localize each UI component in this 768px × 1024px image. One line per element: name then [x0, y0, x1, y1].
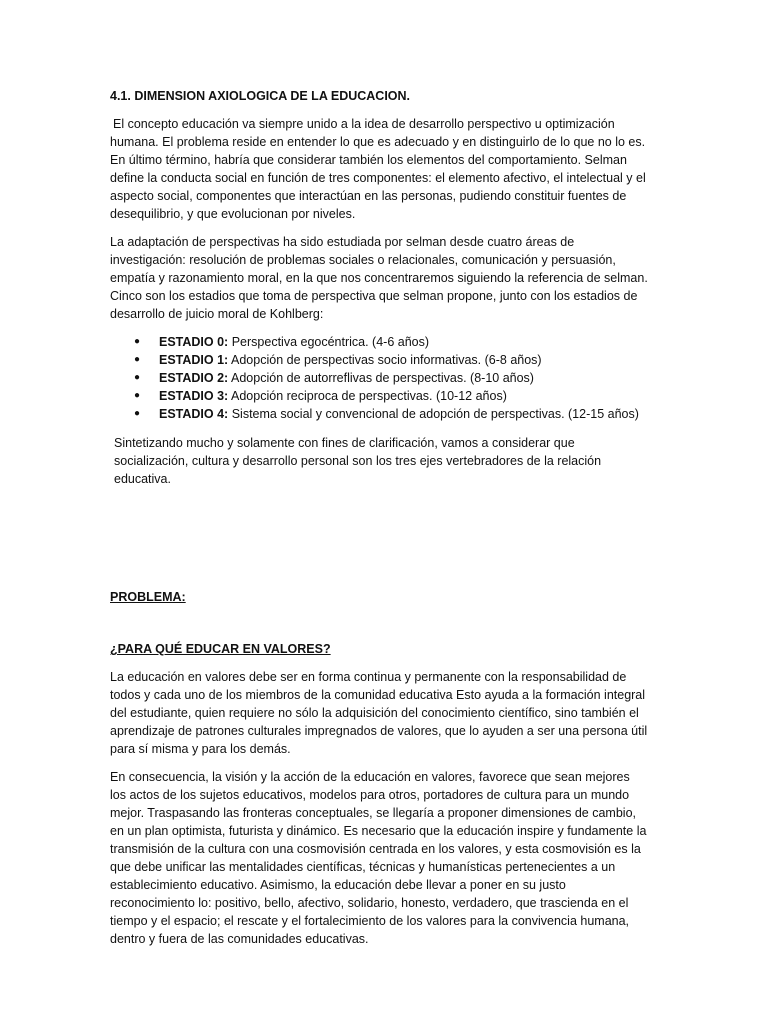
- stage-label: ESTADIO 4:: [159, 407, 229, 421]
- stage-text: Sistema social y convencional de adopción de perspectivas. (12-15 años): [228, 407, 639, 421]
- bullet-icon: ●: [134, 336, 141, 347]
- section-paragraph-3: Sintetizando mucho y solamente con fines de clarificación, vamos a considerar que socialización, cultura y desarrollo personal son los tres ejes vertebradores de la relación educativa.: [114, 436, 602, 486]
- list-item: [134, 351, 648, 369]
- problem-paragraph-1: La educación en valores debe ser en forma continua y permanente con la responsabilidad de todos y cada uno de los miembros de la comunidad educativa Esto ayuda a la formación integral del estudiante, quien requiere no sólo la adquisición del conocimiento científico, sino también el aprendizaje de patrones culturales impregnados de valores, que lo ayuden a ser una persona útil para sí misma y para los demás.: [110, 670, 648, 756]
- list-item: [134, 387, 648, 405]
- section-paragraph-2: La adaptación de perspectivas ha sido estudiada por selman desde cuatro áreas de investigación: resolución de problemas sociales o relacionales, comunicación y persuasión, empatía y razonamiento moral, en la que nos concentraremos siguiendo la referencia de selman. Cinco son los estadios que toma de perspectiva que selman propone, junto con los estadios de desarrollo de juicio moral de Kohlberg:: [110, 235, 648, 321]
- stage-text: Adopción reciproca de perspectivas. (10-12 años): [228, 389, 507, 403]
- list-item: [134, 369, 648, 387]
- vertical-spacer: [110, 498, 648, 588]
- stage-text: Perspectiva egocéntrica. (4-6 años): [228, 335, 430, 349]
- stages-list: [110, 333, 648, 423]
- bullet-icon: ●: [134, 354, 141, 365]
- question-heading: ¿PARA QUÉ EDUCAR EN VALORES?: [110, 642, 331, 656]
- problem-heading: PROBLEMA:: [110, 590, 186, 604]
- stage-label: ESTADIO 1:: [159, 353, 229, 367]
- stage-text: Adopción de autorreflivas de perspectivas. (8-10 años): [228, 371, 534, 385]
- list-item: [134, 333, 648, 351]
- section-paragraph-1: El concepto educación va siempre unido a la idea de desarrollo perspectivo u optimización humana. El problema reside en entender lo que es adecuado y en distinguirlo de lo que no lo es. En último término, habría que considerar también los elementos del comportamiento. Selman define la conducta social en función de tres componentes: el elemento afectivo, el intelectual y el aspecto social, componentes que interactúan en las personas, pudiendo constituir fuentes de desequilibrio, y que evolucionan por niveles.: [110, 117, 646, 221]
- problem-paragraph-2: En consecuencia, la visión y la acción de la educación en valores, favorece que sean mejores los actos de los sujetos educativos, modelos para otros, portadores de cultura para un mundo mejor. Traspasando las fronteras conceptuales, se llegaría a proponer dimensiones de cambio, en un plan optimista, futurista y dinámico. Es necesario que la educación inspire y fundamente la transmisión de la cultura con una cosmovisión centrada en los valores, y esta cosmovisión es la que debe unificar las mentalidades científicas, técnicas y humanísticas pertenecientes a un establecimiento educativo. Asimismo, la educación debe llevar a poner en su justo reconocimiento lo: positivo, bello, afectivo, solidario, honesto, verdadero, que trascienda en el tiempo y el espacio; el rescate y el fortalecimiento de los valores para la convivencia humana, dentro y fuera de las comunidades educativas.: [110, 770, 647, 946]
- stage-text: Adopción de perspectivas socio informativas. (6-8 años): [228, 353, 542, 367]
- bullet-icon: ●: [134, 372, 141, 383]
- bullet-icon: ●: [134, 408, 141, 419]
- section-heading: 4.1. DIMENSION AXIOLOGICA DE LA EDUCACION.: [110, 89, 411, 103]
- list-item: [134, 405, 648, 423]
- stage-label: ESTADIO 2:: [159, 371, 229, 385]
- vertical-spacer: [110, 606, 648, 640]
- stage-label: ESTADIO 3:: [159, 389, 229, 403]
- stage-label: ESTADIO 0:: [159, 335, 229, 349]
- bullet-icon: ●: [134, 390, 141, 401]
